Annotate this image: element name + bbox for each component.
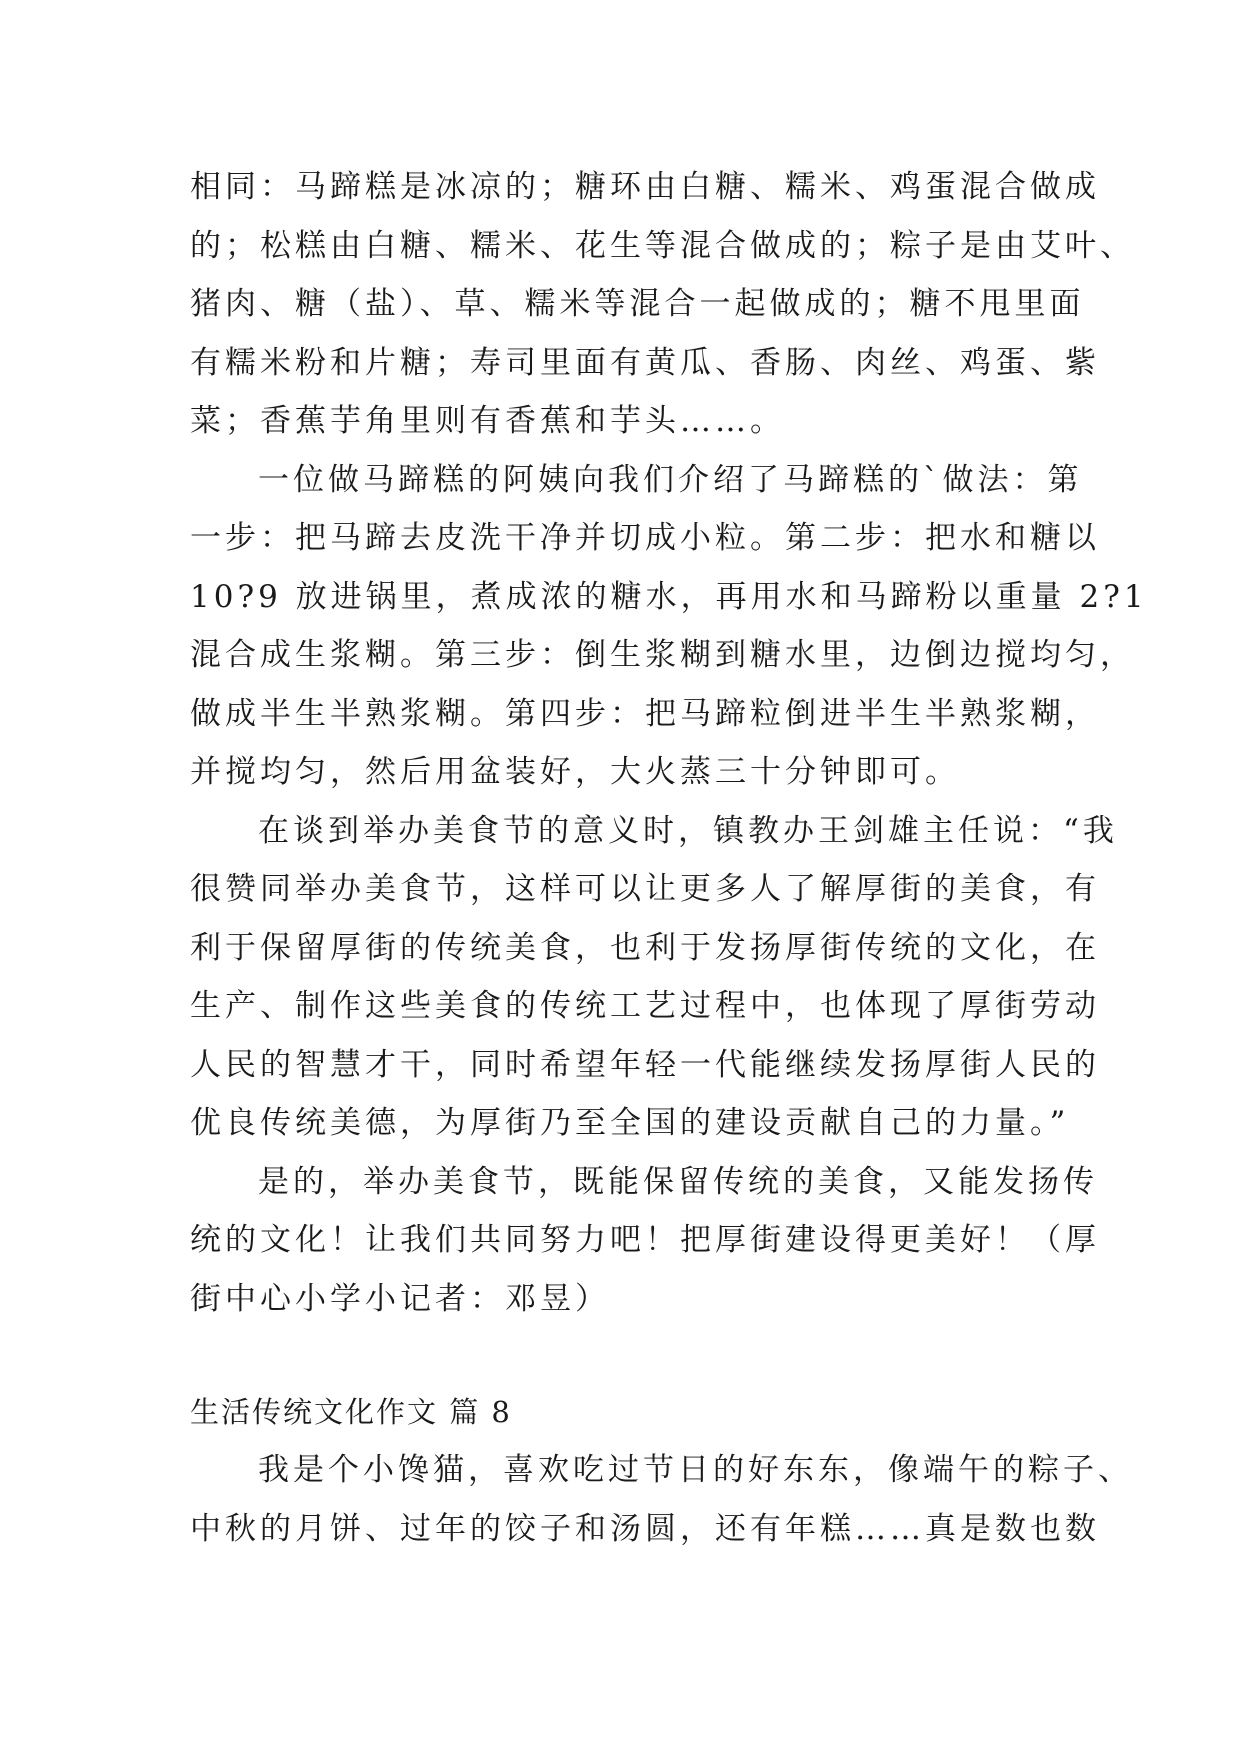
text-line: 的；松糕由白糖、糯米、花生等混合做成的；粽子是由艾叶、: [190, 227, 1135, 264]
text-line: 一位做马蹄糕的阿姨向我们介绍了马蹄糕的`做法：第: [258, 461, 1083, 498]
text-line: 生产、制作这些美食的传统工艺过程中，也体现了厚街劳动: [190, 988, 1100, 1024]
closing-paragraph: [190, 1441, 1133, 1558]
text-line: 相同：马蹄糕是冰凉的；糖环由白糖、糯米、鸡蛋混合做成: [190, 169, 1100, 205]
text-line: 有糯米粉和片糖；寿司里面有黄瓜、香肠、肉丝、鸡蛋、紫: [190, 344, 1100, 381]
text-line: 统的文化！让我们共同努力吧！把厚街建设得更美好！（厚: [190, 1222, 1100, 1258]
text-line: 并搅均匀，然后用盆装好，大火蒸三十分钟即可。: [190, 754, 960, 790]
text-line: 中秋的月饼、过年的饺子和汤圆，还有年糕……真是数也数: [190, 1510, 1100, 1547]
text-line: 街中心小学小记者：邓昱）: [190, 1280, 610, 1317]
text-line: 我是个小馋猫，喜欢吃过节日的好东东，像端午的粽子、: [258, 1452, 1133, 1488]
text-line: 混合成生浆糊。第三步：倒生浆糊到糖水里，边倒边搅均匀，: [190, 637, 1135, 673]
text-line: 菜；香蕉芋角里则有香蕉和芋头……。: [190, 403, 785, 439]
section-heading: 生活传统文化作文 篇 8: [190, 1395, 512, 1429]
text-line: 优良传统美德，为厚街乃至全国的建设贡献自己的力量。”: [190, 1105, 1070, 1141]
text-line: 在谈到举办美食节的意义时，镇教办王剑雄主任说：“我: [258, 812, 1118, 849]
text-line: 猪肉、糖（盐）、草、糯米等混合一起做成的；糖不甩里面: [190, 286, 1085, 322]
paragraph-recipe: [190, 451, 1148, 802]
text-line: 是的，举办美食节，既能保留传统的美食，又能发扬传: [258, 1163, 1098, 1200]
text-line: 很赞同举办美食节，这样可以让更多人了解厚街的美食，有: [190, 871, 1100, 907]
paragraph-conclusion: [190, 1153, 1100, 1329]
text-line: 利于保留厚街的传统美食，也利于发扬厚街传统的文化，在: [190, 929, 1100, 966]
text-line: 一步：把马蹄去皮洗干净并切成小粒。第二步：把水和糖以: [190, 520, 1100, 556]
text-line: 10?9 放进锅里，煮成浓的糖水，再用水和马蹄粉以重量 2?1: [190, 578, 1148, 615]
paragraph-food-ingredients: [190, 158, 1135, 451]
paragraph-quote: [190, 802, 1118, 1153]
text-line: 做成半生半熟浆糊。第四步：把马蹄粒倒进半生半熟浆糊，: [190, 695, 1100, 732]
article-body: [190, 158, 1148, 1328]
text-line: 人民的智慧才干，同时希望年轻一代能继续发扬厚街人民的: [190, 1046, 1100, 1083]
